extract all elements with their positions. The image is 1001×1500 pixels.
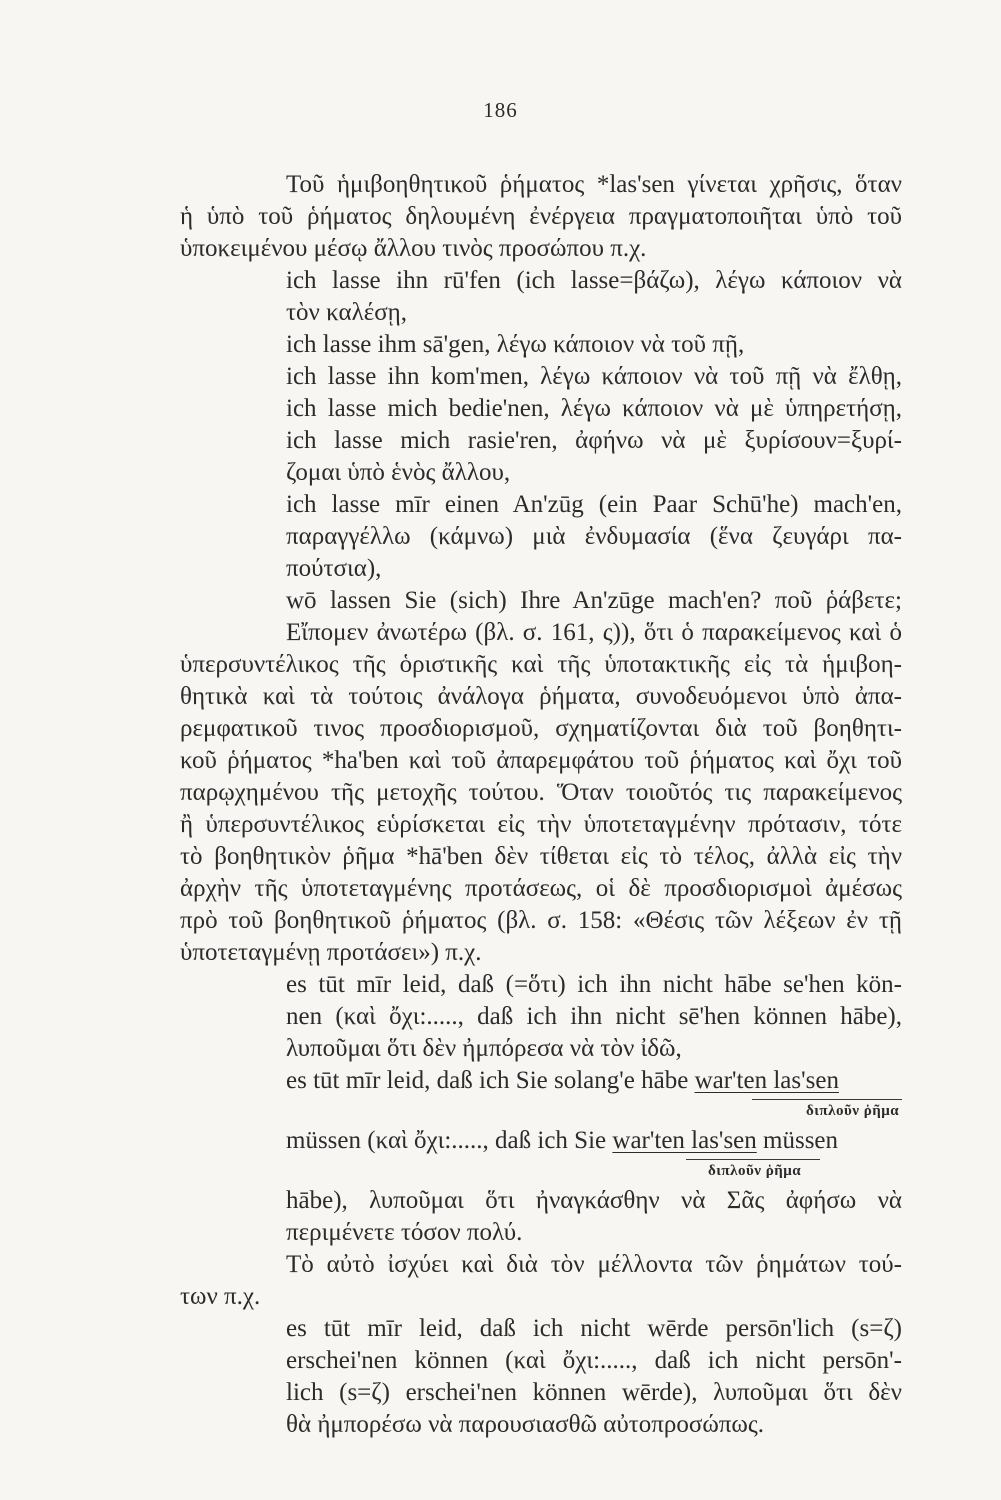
text-line: ἀρχὴν τῆς ὑποτεταγμένης προτάσεως, οἱ δὲ προσδιορισμοὶ ἀμέσως	[180, 875, 902, 902]
double-verb-note: διπλοῦν ῥῆμα	[806, 1103, 900, 1119]
underlined-phrase: war'ten las'sen	[694, 1067, 839, 1094]
double-verb-note: διπλοῦν ῥῆμα	[708, 1163, 802, 1179]
text-line: ich lasse ihn kom'men, λέγω κάποιον νὰ τοῦ πῇ νὰ ἔλθῃ,	[286, 363, 902, 390]
text-line: τὸν καλέσῃ,	[286, 299, 407, 326]
text-line: λυποῦμαι ὅτι δὲν ἠμπόρεσα νὰ τὸν ἰδῶ,	[286, 1035, 682, 1062]
text-line: erschei'nen können (καὶ ὄχι:....., daß ich nicht persōn'-	[286, 1347, 902, 1374]
page-number: 186	[483, 98, 518, 122]
text-line	[286, 1126, 838, 1156]
text-line: των π.χ.	[180, 1283, 261, 1310]
text-line: es tūt mīr leid, daß ich nicht wērde persōn'lich (s=ζ)	[286, 1315, 902, 1342]
text-line: ich lasse mich bedie'nen, λέγω κάποιον νὰ μὲ ὑπηρετήσῃ,	[286, 395, 902, 422]
text-segment: müssen	[756, 1127, 839, 1154]
annotation-rule	[752, 1099, 902, 1100]
text-line: παραγγέλλω (κάμνω) μιὰ ἐνδυμασία (ἕνα ζευγάρι πα-	[286, 523, 902, 550]
text-line: θὰ ἠμπορέσω νὰ παρουσιασθῶ αὐτοπροσώπως.	[286, 1411, 765, 1438]
text-line: ich lasse ihn rū'fen (ich lasse=βάζω), λέγω κάποιον νὰ	[286, 267, 902, 294]
text-line: ὑποκειμένου μέσῳ ἄλλου τινὸς προσώπου π.χ.	[180, 235, 647, 262]
text-segment: es tūt mīr leid, daß ich Sie solang'e hābe	[286, 1067, 695, 1094]
text-line: πούτσια),	[286, 555, 382, 582]
text-line: περιμένετε τόσον πολύ.	[286, 1219, 523, 1246]
text-line: ρεμφατικοῦ τινος προσδιορισμοῦ, σχηματίζονται διὰ τοῦ βοηθητι-	[180, 715, 902, 742]
text-line	[286, 1066, 839, 1096]
text-line: κοῦ ῥήματος *ha'ben καὶ τοῦ ἀπαρεμφάτου τοῦ ῥήματος καὶ ὄχι τοῦ	[180, 747, 902, 774]
text-line: lich (s=ζ) erschei'nen können wērde), λυποῦμαι ὅτι δὲν	[286, 1379, 902, 1406]
text-line: hābe), λυποῦμαι ὅτι ἠναγκάσθην νὰ Σᾶς ἀφήσω νὰ	[286, 1187, 902, 1214]
text-line: πρὸ τοῦ βοηθητικοῦ ῥήματος (βλ. σ. 158: «Θέσις τῶν λέξεων ἐν τῇ	[180, 907, 902, 934]
text-line: nen (καὶ ὄχι:....., daß ich ihn nicht sē'hen können hābe),	[286, 1003, 902, 1030]
text-line: ich lasse mīr einen An'zūg (ein Paar Schū'he) mach'en,	[286, 491, 902, 518]
text-line: τὸ βοηθητικὸν ῥῆμα *hā'ben δὲν τίθεται εἰς τὸ τέλος, ἀλλὰ εἰς τὴν	[180, 843, 902, 870]
underlined-phrase: war'ten las'sen	[612, 1127, 757, 1154]
text-line: παρῳχημένου τῆς μετοχῆς τούτου. Ὅταν τοιοῦτός τις παρακείμενος	[180, 779, 902, 806]
text-line: ich lasse ihm sā'gen, λέγω κάποιον νὰ τοῦ πῇ,	[286, 331, 745, 358]
annotation-rule	[686, 1159, 820, 1160]
text-line: Τοῦ ἡμιβοηθητικοῦ ῥήματος *las'sen γίνεται χρῆσις, ὅταν	[286, 171, 902, 198]
text-line: ὑπερσυντέλικος τῆς ὁριστικῆς καὶ τῆς ὑποτακτικῆς εἰς τὰ ἡμιβοη-	[180, 651, 902, 678]
text-line: ἡ ὑπὸ τοῦ ῥήματος δηλουμένη ἐνέργεια πραγματοποιῆται ὑπὸ τοῦ	[180, 203, 902, 230]
text-line: ἢ ὑπερσυντέλικος εὑρίσκεται εἰς τὴν ὑποτεταγμένην πρότασιν, τότε	[180, 811, 902, 838]
text-line: wō lassen Sie (sich) Ihre An'zūge mach'en? ποῦ ῥάβετε;	[286, 587, 902, 614]
text-segment: müssen (καὶ ὄχι:....., daß ich Sie	[286, 1127, 613, 1154]
text-line: ich lasse mich rasie'ren, ἀφήνω νὰ μὲ ξυρίσουν=ξυρί-	[286, 427, 902, 454]
text-line: θητικὰ καὶ τὰ τούτοις ἀνάλογα ῥήματα, συνοδευόμενοι ὑπὸ ἀπα-	[180, 683, 902, 710]
text-line: Εἴπομεν ἀνωτέρω (βλ. σ. 161, ς)), ὅτι ὁ παρακείμενος καὶ ὁ	[286, 619, 902, 646]
text-line: ὑποτεταγμένῃ προτάσει») π.χ.	[180, 939, 482, 966]
text-line: ζομαι ὑπὸ ἑνὸς ἄλλου,	[286, 459, 511, 486]
text-line: es tūt mīr leid, daß (=ὅτι) ich ihn nicht hābe se'hen kön-	[286, 971, 902, 998]
text-line: Τὸ αὐτὸ ἰσχύει καὶ διὰ τὸν μέλλοντα τῶν ῥημάτων τού-	[286, 1251, 902, 1278]
